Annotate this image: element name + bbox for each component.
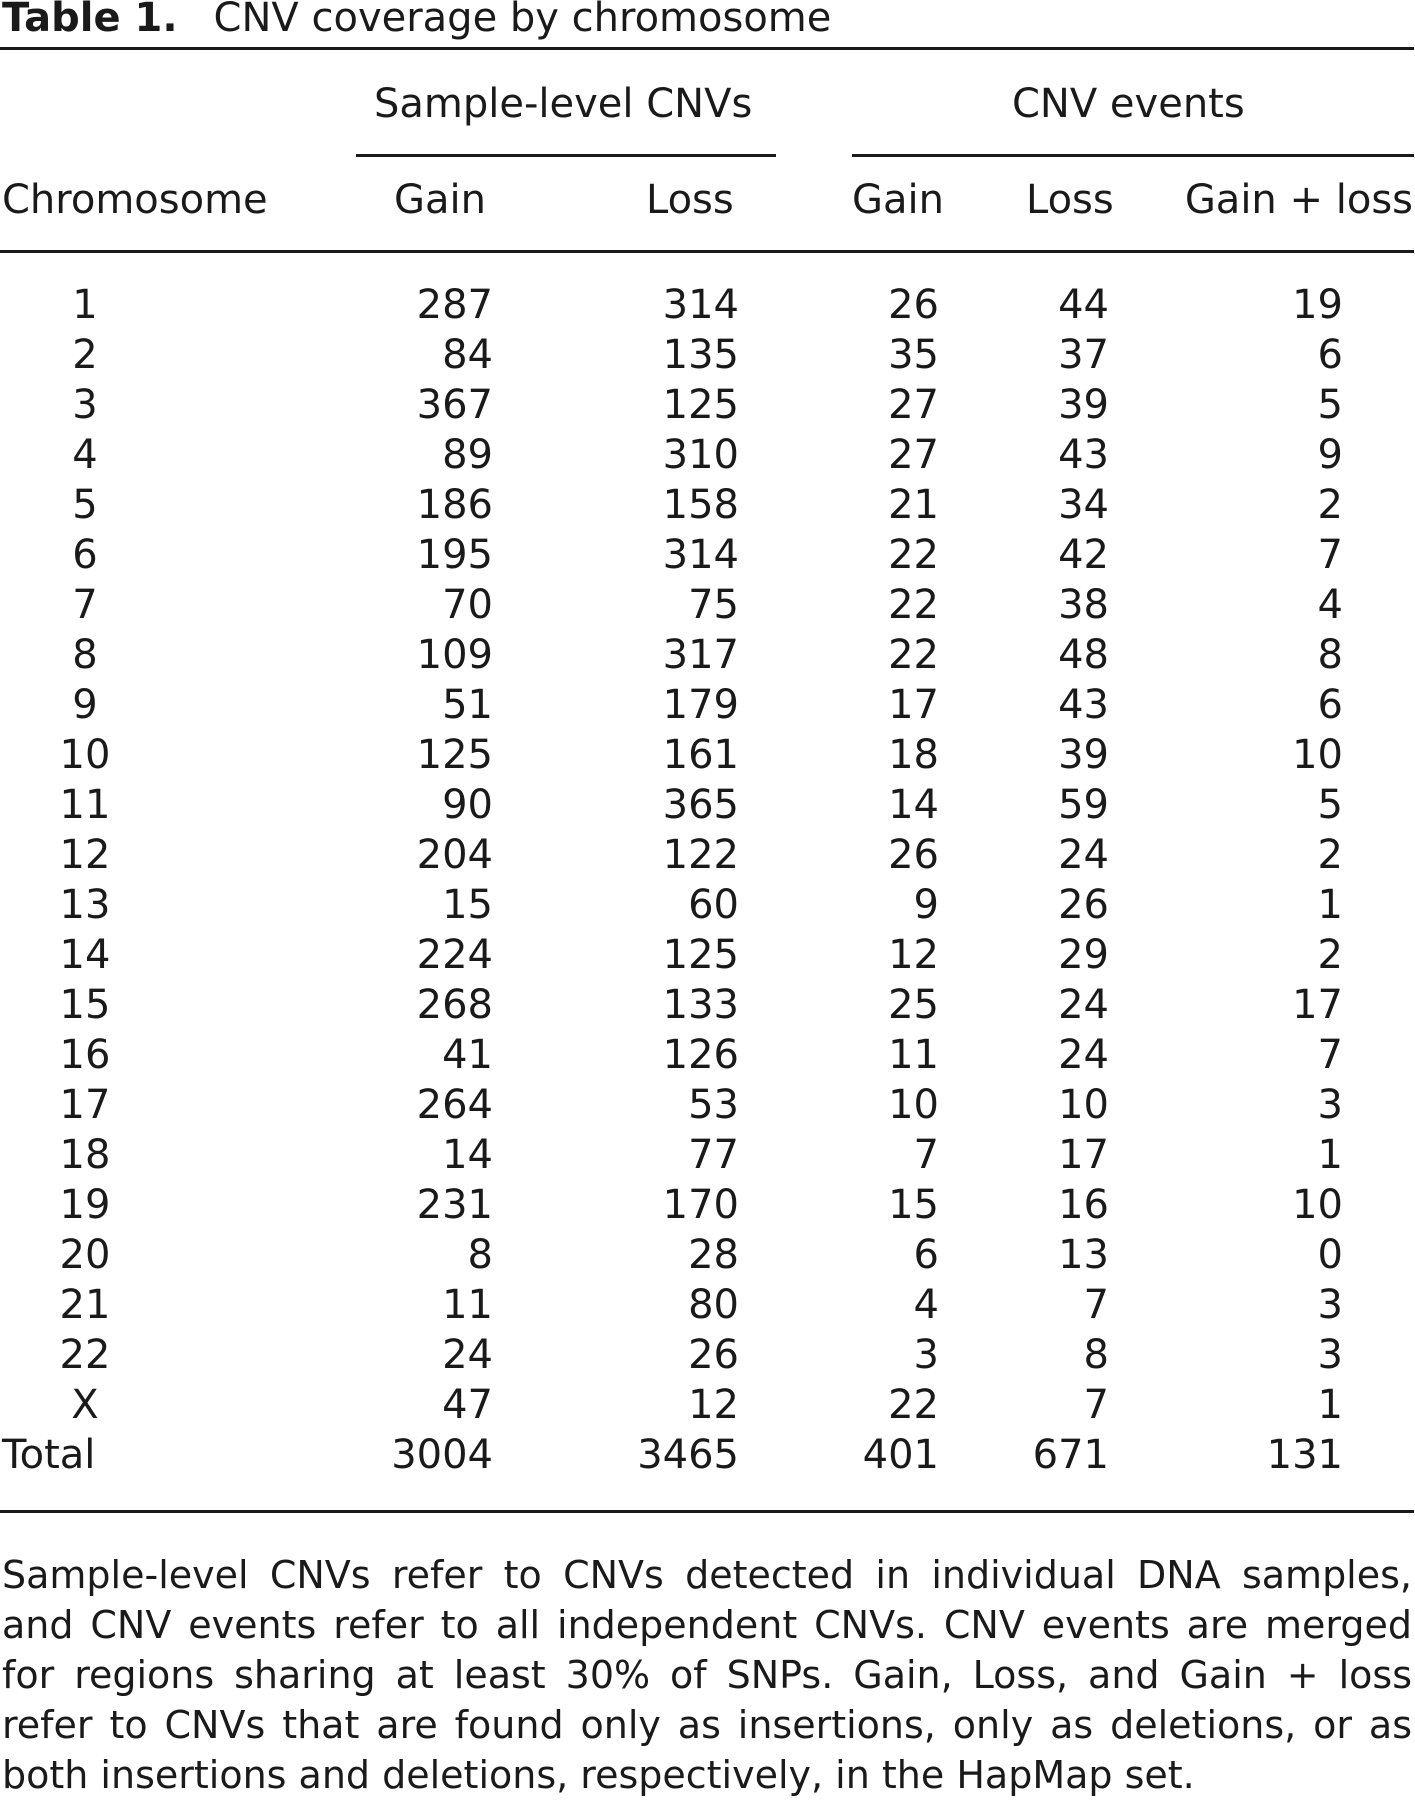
cell-event-loss: 37 — [1058, 332, 1109, 378]
cell-event-gain: 27 — [888, 382, 939, 428]
cell-chromosome: 13 — [59, 882, 111, 928]
table-row — [0, 730, 1415, 780]
top-rule — [0, 47, 1414, 50]
cell-sample-loss: 135 — [662, 332, 739, 378]
cell-chromosome: 17 — [59, 1082, 111, 1128]
cell-chromosome: 12 — [59, 832, 111, 878]
cell-event-gain: 22 — [888, 532, 939, 578]
cell-event-gain: 11 — [888, 1032, 939, 1078]
cell-sample-loss: 77 — [688, 1132, 739, 1178]
table-row — [0, 1030, 1415, 1080]
cell-event-gain: 27 — [888, 432, 939, 478]
cell-sample-gain: 24 — [442, 1332, 493, 1378]
cell-chromosome: 9 — [72, 682, 98, 728]
table-row — [0, 480, 1415, 530]
cell-chromosome: 20 — [59, 1232, 111, 1278]
column-header-event-gain-loss: Gain + loss — [1184, 177, 1413, 223]
table-row — [0, 630, 1415, 680]
cell-event-gain-loss: 10 — [1292, 732, 1343, 778]
cell-event-gain: 18 — [888, 732, 939, 778]
cell-total-sample-gain: 3004 — [391, 1432, 493, 1478]
cell-event-gain: 14 — [888, 782, 939, 828]
cell-chromosome: 10 — [59, 732, 111, 778]
cell-event-loss: 8 — [1083, 1332, 1109, 1378]
cell-total-event-gain: 401 — [862, 1432, 939, 1478]
cell-sample-loss: 60 — [688, 882, 739, 928]
cell-event-gain-loss: 2 — [1317, 482, 1343, 528]
cell-event-gain-loss: 9 — [1317, 432, 1343, 478]
cell-event-gain-loss: 7 — [1317, 532, 1343, 578]
table-row — [0, 1180, 1415, 1230]
cell-event-gain-loss: 8 — [1317, 632, 1343, 678]
cell-sample-loss: 126 — [662, 1032, 739, 1078]
cell-total-label: Total — [2, 1432, 96, 1478]
group-header-sample-level: Sample-level CNVs — [374, 81, 753, 127]
cell-event-gain: 12 — [888, 932, 939, 978]
cell-event-loss: 42 — [1058, 532, 1109, 578]
cell-sample-gain: 90 — [442, 782, 493, 828]
cell-sample-gain: 14 — [442, 1132, 493, 1178]
cell-sample-loss: 28 — [688, 1232, 739, 1278]
table-row — [0, 1230, 1415, 1280]
cell-event-gain: 4 — [913, 1282, 939, 1328]
cell-event-gain-loss: 19 — [1292, 282, 1343, 328]
cell-sample-loss: 314 — [662, 282, 739, 328]
table-row — [0, 1330, 1415, 1380]
cell-chromosome: 3 — [72, 382, 98, 428]
cell-event-gain: 17 — [888, 682, 939, 728]
cell-event-gain: 15 — [888, 1182, 939, 1228]
table-footnote: Sample-level CNVs refer to CNVs detected in individual DNA samples, and CNV events refer to all independent CNVs. CNV events are merged for regions sharing at least 30% of SNPs. Gain, Loss, and Gain + loss refer to CNVs that are found only as insertions, only as deletions, or as both insertions and deletions, respectively, in the HapMap set. — [2, 1553, 1412, 1797]
table-row — [0, 1280, 1415, 1330]
table-row — [0, 1080, 1415, 1130]
group-underline-sample-level — [356, 154, 776, 157]
cell-chromosome: 6 — [72, 532, 98, 578]
cell-sample-loss: 365 — [662, 782, 739, 828]
header-rule — [0, 250, 1414, 253]
table-row — [0, 330, 1415, 380]
table-title: CNV coverage by chromosome — [213, 0, 832, 41]
cell-chromosome: 18 — [59, 1132, 111, 1178]
cell-sample-gain: 367 — [416, 382, 493, 428]
table-row — [0, 1380, 1415, 1430]
cell-chromosome: 8 — [72, 632, 98, 678]
cell-event-gain-loss: 17 — [1292, 982, 1343, 1028]
cell-event-gain: 22 — [888, 582, 939, 628]
cell-event-loss: 13 — [1058, 1232, 1109, 1278]
cell-event-gain: 6 — [913, 1232, 939, 1278]
cell-sample-gain: 264 — [416, 1082, 493, 1128]
cell-sample-gain: 195 — [416, 532, 493, 578]
table-row-total — [0, 1430, 1415, 1480]
cell-event-gain: 26 — [888, 832, 939, 878]
cell-event-gain: 25 — [888, 982, 939, 1028]
cell-event-gain-loss: 1 — [1317, 1382, 1343, 1428]
cell-sample-gain: 287 — [416, 282, 493, 328]
cell-event-gain-loss: 3 — [1317, 1082, 1343, 1128]
table-row — [0, 880, 1415, 930]
cell-event-gain: 10 — [888, 1082, 939, 1128]
cell-sample-gain: 15 — [442, 882, 493, 928]
cell-event-loss: 34 — [1058, 482, 1109, 528]
cell-sample-loss: 158 — [662, 482, 739, 528]
table-row — [0, 380, 1415, 430]
cell-event-gain-loss: 0 — [1317, 1232, 1343, 1278]
table-label: Table 1. — [2, 0, 178, 41]
cell-event-gain: 7 — [913, 1132, 939, 1178]
cell-event-loss: 7 — [1083, 1282, 1109, 1328]
cell-event-loss: 38 — [1058, 582, 1109, 628]
cell-total-sample-loss: 3465 — [637, 1432, 739, 1478]
cell-total-event-loss: 671 — [1032, 1432, 1109, 1478]
cell-sample-gain: 51 — [442, 682, 493, 728]
cell-sample-gain: 47 — [442, 1382, 493, 1428]
cell-sample-loss: 125 — [662, 382, 739, 428]
cell-event-loss: 29 — [1058, 932, 1109, 978]
cell-sample-loss: 125 — [662, 932, 739, 978]
cell-chromosome: 2 — [72, 332, 98, 378]
cell-event-gain-loss: 3 — [1317, 1282, 1343, 1328]
cell-event-loss: 24 — [1058, 1032, 1109, 1078]
cell-event-loss: 17 — [1058, 1132, 1109, 1178]
cell-event-loss: 43 — [1058, 432, 1109, 478]
cell-sample-loss: 314 — [662, 532, 739, 578]
cell-sample-gain: 8 — [467, 1232, 493, 1278]
table-row — [0, 780, 1415, 830]
table-row — [0, 930, 1415, 980]
cell-event-gain-loss: 5 — [1317, 782, 1343, 828]
cell-event-gain-loss: 4 — [1317, 582, 1343, 628]
cell-chromosome: 14 — [59, 932, 111, 978]
column-header-chromosome: Chromosome — [2, 177, 268, 223]
table-row — [0, 830, 1415, 880]
cell-event-gain-loss: 1 — [1317, 882, 1343, 928]
cell-event-gain: 9 — [913, 882, 939, 928]
table-row — [0, 580, 1415, 630]
cell-sample-loss: 80 — [688, 1282, 739, 1328]
cell-sample-loss: 53 — [688, 1082, 739, 1128]
cell-event-loss: 16 — [1058, 1182, 1109, 1228]
table-row — [0, 980, 1415, 1030]
cell-event-gain-loss: 5 — [1317, 382, 1343, 428]
cell-event-gain: 22 — [888, 632, 939, 678]
cell-sample-loss: 317 — [662, 632, 739, 678]
cell-event-loss: 44 — [1058, 282, 1109, 328]
cell-sample-loss: 75 — [688, 582, 739, 628]
cell-sample-loss: 26 — [688, 1332, 739, 1378]
cell-event-gain-loss: 2 — [1317, 932, 1343, 978]
cell-event-loss: 39 — [1058, 732, 1109, 778]
cell-sample-loss: 310 — [662, 432, 739, 478]
column-header-event-gain: Gain — [852, 177, 944, 223]
cell-event-loss: 10 — [1058, 1082, 1109, 1128]
cell-event-gain: 21 — [888, 482, 939, 528]
cell-sample-gain: 204 — [416, 832, 493, 878]
cell-event-gain-loss: 3 — [1317, 1332, 1343, 1378]
cell-sample-gain: 11 — [442, 1282, 493, 1328]
cell-sample-gain: 109 — [416, 632, 493, 678]
cell-chromosome: 19 — [59, 1182, 111, 1228]
cell-sample-loss: 170 — [662, 1182, 739, 1228]
cell-sample-gain: 125 — [416, 732, 493, 778]
cell-sample-loss: 12 — [688, 1382, 739, 1428]
cell-chromosome: X — [71, 1382, 99, 1428]
cell-chromosome: 7 — [72, 582, 98, 628]
cell-event-loss: 24 — [1058, 832, 1109, 878]
cell-event-loss: 43 — [1058, 682, 1109, 728]
cell-sample-gain: 41 — [442, 1032, 493, 1078]
cell-sample-loss: 179 — [662, 682, 739, 728]
cell-sample-gain: 70 — [442, 582, 493, 628]
cell-chromosome: 1 — [72, 282, 98, 328]
table-row — [0, 280, 1415, 330]
bottom-rule — [0, 1510, 1414, 1513]
cell-sample-gain: 84 — [442, 332, 493, 378]
cell-event-gain: 22 — [888, 1382, 939, 1428]
cell-sample-loss: 122 — [662, 832, 739, 878]
table-body — [0, 280, 1415, 1480]
cell-chromosome: 11 — [59, 782, 111, 828]
cell-event-loss: 59 — [1058, 782, 1109, 828]
cell-event-gain-loss: 1 — [1317, 1132, 1343, 1178]
cell-chromosome: 22 — [59, 1332, 111, 1378]
cell-event-gain-loss: 10 — [1292, 1182, 1343, 1228]
cell-event-loss: 48 — [1058, 632, 1109, 678]
cell-chromosome: 5 — [72, 482, 98, 528]
table-row — [0, 680, 1415, 730]
table-caption — [2, 0, 831, 42]
group-underline-cnv-events — [852, 154, 1414, 157]
cell-event-gain: 3 — [913, 1332, 939, 1378]
cell-sample-gain: 268 — [416, 982, 493, 1028]
cell-event-gain-loss: 7 — [1317, 1032, 1343, 1078]
cell-event-gain: 35 — [888, 332, 939, 378]
cell-event-gain-loss: 6 — [1317, 332, 1343, 378]
cell-sample-loss: 161 — [662, 732, 739, 778]
table-row — [0, 1130, 1415, 1180]
column-header-sample-loss: Loss — [646, 177, 734, 223]
cell-chromosome: 21 — [59, 1282, 111, 1328]
cell-event-gain: 26 — [888, 282, 939, 328]
cell-event-loss: 24 — [1058, 982, 1109, 1028]
cell-sample-gain: 186 — [416, 482, 493, 528]
table-row — [0, 430, 1415, 480]
cell-chromosome: 16 — [59, 1032, 111, 1078]
cell-event-loss: 26 — [1058, 882, 1109, 928]
cell-chromosome: 4 — [72, 432, 98, 478]
cell-sample-gain: 89 — [442, 432, 493, 478]
cell-event-loss: 39 — [1058, 382, 1109, 428]
group-header-cnv-events: CNV events — [1012, 81, 1245, 127]
cell-chromosome: 15 — [59, 982, 111, 1028]
table-row — [0, 530, 1415, 580]
cell-event-gain-loss: 6 — [1317, 682, 1343, 728]
cell-event-loss: 7 — [1083, 1382, 1109, 1428]
cell-sample-loss: 133 — [662, 982, 739, 1028]
cell-sample-gain: 231 — [416, 1182, 493, 1228]
column-header-sample-gain: Gain — [394, 177, 486, 223]
cell-event-gain-loss: 2 — [1317, 832, 1343, 878]
column-header-event-loss: Loss — [1026, 177, 1114, 223]
cell-total-event-gain-loss: 131 — [1266, 1432, 1343, 1478]
cell-sample-gain: 224 — [416, 932, 493, 978]
